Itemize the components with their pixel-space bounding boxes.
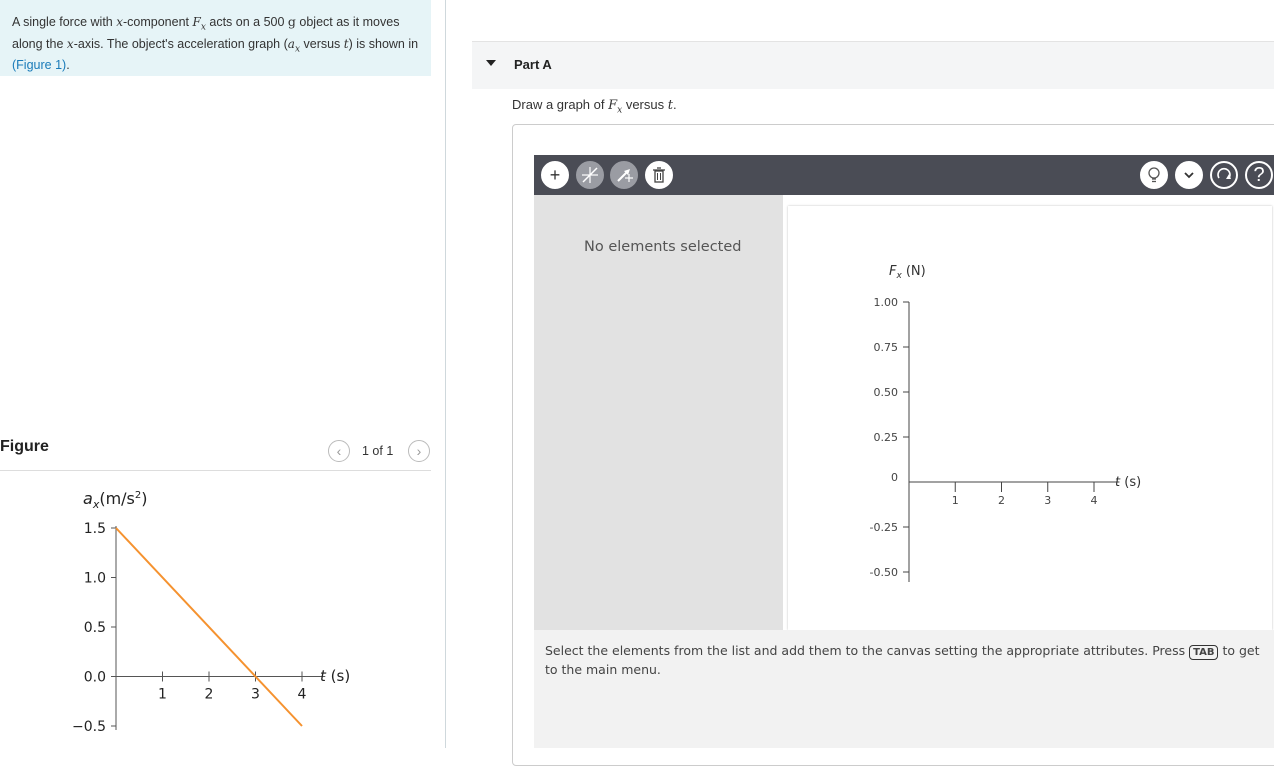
chevron-right-icon: › [416, 443, 422, 459]
no-selection-text: No elements selected [584, 239, 742, 255]
force-graph-axes[interactable] [788, 206, 1272, 630]
caret-down-icon[interactable] [486, 60, 496, 66]
instructions-text: Select the elements from the list and add them to the canvas setting the appropriate attributes. Press TAB to get to the main menu. [545, 643, 1260, 677]
figure-y-tick-label: 1.5 [83, 521, 106, 537]
element-list-panel [534, 195, 783, 630]
column-divider [445, 0, 446, 748]
answer-x-tick-label: 1 [951, 494, 959, 507]
acceleration-graph [0, 478, 431, 748]
drawing-canvas[interactable] [788, 206, 1272, 630]
line-tool-icon [577, 162, 603, 188]
reset-icon [1212, 163, 1236, 187]
answer-x-tick-label: 4 [1090, 494, 1098, 507]
part-title: Part A [514, 57, 552, 72]
figure-y-tick-label: 0.0 [83, 669, 106, 686]
figure-label: Figure [0, 438, 49, 455]
answer-x-tick-label: 3 [1044, 494, 1052, 507]
add-button[interactable] [541, 161, 569, 189]
answer-ylabel: $F_x$ (N) [889, 264, 926, 281]
problem-text: A single force with x-component $F_x$ acts on a 500 g object as it moves along the x-axis. The object's acceleration graph ($a_x$ versus t) is shown in (Figure 1). [12, 14, 419, 72]
reset-button[interactable] [1210, 161, 1238, 189]
answer-y-tick-label: 0.25 [873, 431, 898, 444]
answer-y-tick-label: 0.50 [873, 386, 898, 399]
part-a-header[interactable] [472, 41, 1274, 89]
figure-x-tick-label: 3 [251, 686, 260, 703]
answer-y-tick-label: 0 [891, 471, 898, 484]
lightbulb-icon [1141, 162, 1167, 188]
answer-y-tick-label: -0.50 [869, 566, 898, 579]
dropdown-button[interactable] [1175, 161, 1203, 189]
figure-prev-button[interactable] [328, 440, 350, 462]
line-tool-button[interactable] [576, 161, 604, 189]
chevron-left-icon: ‹ [336, 443, 342, 459]
answer-y-tick-label: 0.75 [873, 341, 898, 354]
tab-key-badge: TAB [1189, 645, 1218, 660]
delete-button[interactable] [645, 161, 673, 189]
part-instruction: Draw a graph of $F_x$ versus t. [512, 97, 677, 116]
trash-icon [646, 162, 672, 188]
chevron-down-icon [1176, 162, 1202, 188]
figure-pager: 1 of 1 [362, 444, 394, 458]
figure-divider [0, 470, 431, 471]
hint-button[interactable] [1140, 161, 1168, 189]
figure-y-tick-label: 1.0 [83, 570, 106, 587]
help-button[interactable] [1245, 161, 1273, 189]
figure-xlabel: t (s) [320, 667, 351, 685]
figure-x-tick-label: 4 [297, 686, 307, 703]
figure-y-tick-label: 0.5 [83, 620, 106, 636]
figure-x-tick-label: 1 [158, 686, 167, 703]
figure-x-tick-label: 2 [204, 686, 214, 703]
vector-tool-button[interactable] [610, 161, 638, 189]
help-icon: ? [1253, 164, 1265, 186]
answer-y-tick-label: 1.00 [873, 296, 898, 309]
figure-link[interactable]: (Figure 1) [12, 58, 67, 72]
vector-tool-icon [611, 162, 637, 188]
answer-y-tick-label: -0.25 [869, 521, 898, 534]
figure-ylabel: $a_x(m/s^2)$ [83, 489, 148, 511]
answer-xlabel: t (s) [1115, 475, 1142, 490]
plus-icon: + [549, 165, 561, 185]
answer-x-tick-label: 2 [998, 494, 1005, 507]
figure-y-tick-label: −0.5 [72, 719, 106, 735]
figure-next-button[interactable] [408, 440, 430, 462]
